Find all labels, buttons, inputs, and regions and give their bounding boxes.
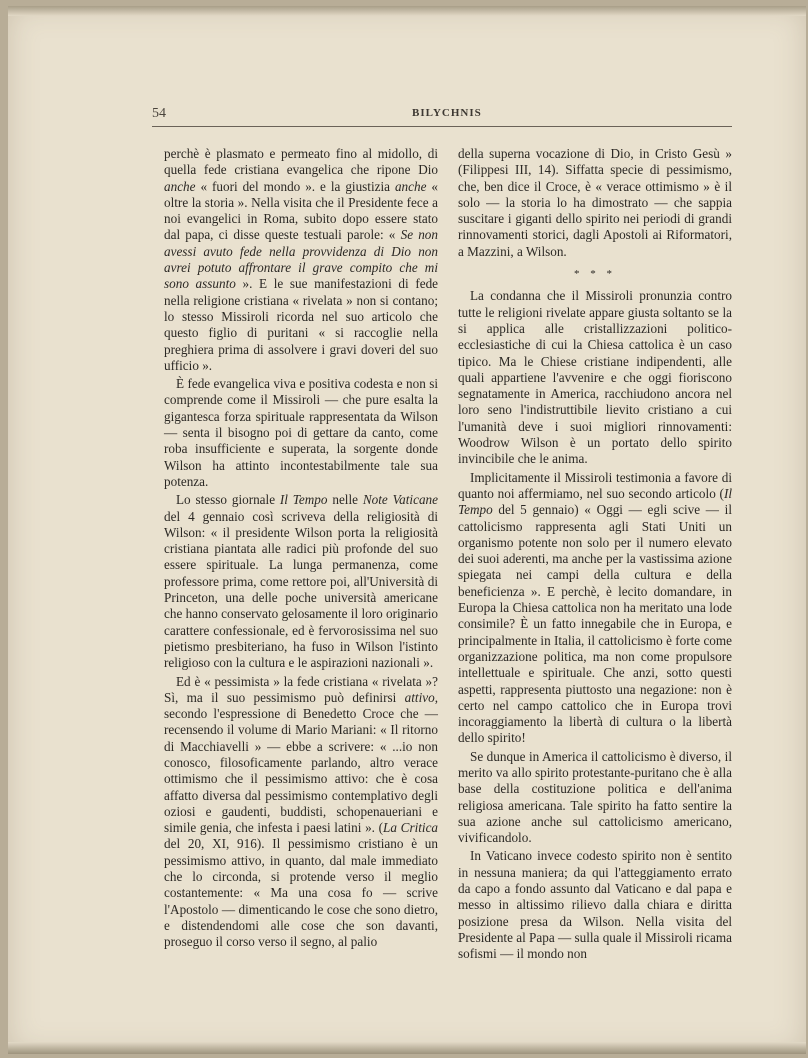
paragraph: La condanna che il Missiroli pronunzia contro tutte le religioni rivelate appare giusta soltanto se la si applica alle cristallizzazioni politico-ecclesiastiche di cui la Chiesa cattolica è un caso tipico. Ma le Chiese cristiane indipendenti, alle quali appartiene l'avvenire e che oggi fioriscono segnatamente in America, racchiudono ancora nel loro seno l'indistruttibile lievito cristiano a cui l'umanità deve i suoi migliori rinnovamenti: Woodrow Wilson è un portato dello spirito invincibile che le anima. — [458, 288, 732, 467]
text-run: nelle — [327, 492, 363, 508]
text-run: perchè è plasmato e permeato fino al midollo, di quella fede cristiana evangelica che ripone Dio — [164, 146, 438, 178]
italic-run: attivo — [404, 689, 435, 705]
italic-run: anche — [394, 178, 427, 194]
paragraph — [164, 146, 438, 374]
text-run: del 4 gennaio così scriveva della religiosità di Wilson: « il presidente Wilson porta la religiosità cristiana piantata alle radici più profonde del suo essere spirituale. La lunga permanenza, come professore prima, come rettore poi, all'Università di Princeton, una delle poche università americane che hanno conservato gelosamente il loro originario carattere confessionale, ed è fervorosissima nel suo pietismo presbiteriano, ha fuso in Wilson l'istinto religioso con la cultura e le aspirazioni nazionali ». — [164, 508, 438, 671]
paragraph: Se dunque in America il cattolicismo è diverso, il merito va allo spirito protestante-puritano che è alla base della costituzione politica e dell'anima religiosa americana. Tale spirito ha fatto sentire la sua azione anche sul cattolicismo americano, vivificandolo. — [458, 748, 732, 846]
text-run: del 5 gennaio) « Oggi — egli scive — il cattolicismo rappresenta agli Stati Uniti un organismo potente non solo per il numero elevato dei suoi aderenti, ma anche per la vastissima azione spiegata nei campi della cultura e della beneficienza ». E perchè, è lecito domandare, in Europa la Chiesa cattolica non ha meritato una lode consimile? È un fatto innegabile che in Europa, e principalmente in Italia, il cattolicismo è forte come organizzazione politica, ma non come propulsore intellettuale e spirituale. Che anzi, sotto questi aspetti, rappresenta piuttosto una negazione: non è certo nel campo cattolico che in Europa trovi incoraggiamento la libertà di cultura o la libertà dello spirito! — [458, 502, 732, 746]
paragraph — [164, 492, 438, 671]
italic-run: Il Tempo — [279, 492, 328, 508]
italic-run: anche — [164, 178, 196, 194]
italic-quote: Se non avessi avuto fede nella provvidenza di Dio non avrei potuto affrontare il grave compito che mi sono assunto — [164, 227, 438, 292]
text-run: ». E le sue manifestazioni di fede nella religione cristiana « rivelata » non si contano; lo stesso Missiroli ricorda nel suo articolo che questo figlio di puritani « si raccoglie nella preghiera prima di assolvere i gravi doveri del suo ufficio ». — [164, 276, 439, 373]
text-run: del 20, XI, 916). Il pessimismo cristiano è un pessimismo attivo, in quanto, dal male immediato che lo circonda, si protende verso il meglio costantemente: « Ma una cosa fo — scrive l'Apostolo — dimenticando le cose che sono dietro, e distendendomi alle cose che son davanti, proseguo il corso verso il segno, al palio — [164, 836, 438, 950]
page-bottom-edge — [8, 1042, 806, 1054]
text-run: Lo stesso giornale — [176, 492, 280, 508]
text-run: Ed è « pessimista » la fede cristiana « rivelata »? Sì, ma il suo pessimismo può definirsi — [164, 673, 438, 705]
right-column — [458, 146, 732, 963]
paragraph — [458, 470, 732, 747]
paragraph: In Vaticano invece codesto spirito non è sentito in nessuna maniera; da qui l'atteggiamento errato da capo a fondo assunto dal Vaticano e dal papa e messo in altissimo rilievo dalla chiara e diritta posizione presa da Wilson. Nella visita del Presidente al Papa — sulla quale il Missiroli ricama sofismi — il mondo non — [458, 848, 732, 962]
text-run: Implicitamente il Missiroli testimonia a favore di quanto noi affermiamo, nel suo secondo articolo ( — [458, 469, 732, 501]
paragraph — [164, 674, 438, 951]
header-rule — [152, 126, 732, 127]
italic-run: Note Vaticane — [362, 492, 438, 508]
page-number: 54 — [152, 106, 166, 121]
text-run: , secondo l'espressione di Benedetto Croce che — recensendo il volume di Mario Mariani: « Il ritorno di Macchiavelli » — ebbe a scrivere: « ...io non conosco, filosoficamente parlando, altro verace ottimismo che il pessimismo attivo: che è cosa affatto diversa dal pessimismo contemplativo degli oziosi e gaudenti, buddisti, schopenaueriani e simile genia, che infesta i paesi latini ». ( — [164, 689, 438, 836]
paragraph: È fede evangelica viva e positiva codesta e non si comprende come il Missiroli — che pure esalta la gigantesca forza spirituale rappresentata da Wilson — senta il bisogno poi di gettare da canto, come roba insufficiente e superata, la sorgente donde Wilson ha attinto incontestabilmente tale sua potenza. — [164, 376, 438, 489]
italic-run: La Critica — [383, 820, 439, 836]
section-separator: * * * — [574, 268, 616, 281]
journal-title: BILYCHNIS — [412, 107, 482, 119]
left-column — [164, 146, 438, 951]
text-run: « oltre la storia ». Nella visita che il Presidente fece a noi evangelici in Roma, subito dopo essere stato dal papa, ci disse queste testuali parole: « — [164, 178, 438, 243]
paragraph: della superna vocazione di Dio, in Cristo Gesù » (Filippesi III, 14). Siffatta specie di pessimismo, che, ben dice il Croce, è « verace ottimismo » è il solo — la storia lo ha dimostrato — che sappia suscitare i giganti dello spirito nei periodi di grandi rinnovamenti storici, dagli Apostoli ai Riformatori, a Mazzini, a Wilson. — [458, 146, 732, 259]
text-run: « fuori del mondo ». e la giustizia — [195, 178, 395, 194]
running-header — [152, 104, 732, 126]
italic-run: Il Tempo — [458, 485, 732, 518]
page-top-edge — [8, 6, 806, 16]
